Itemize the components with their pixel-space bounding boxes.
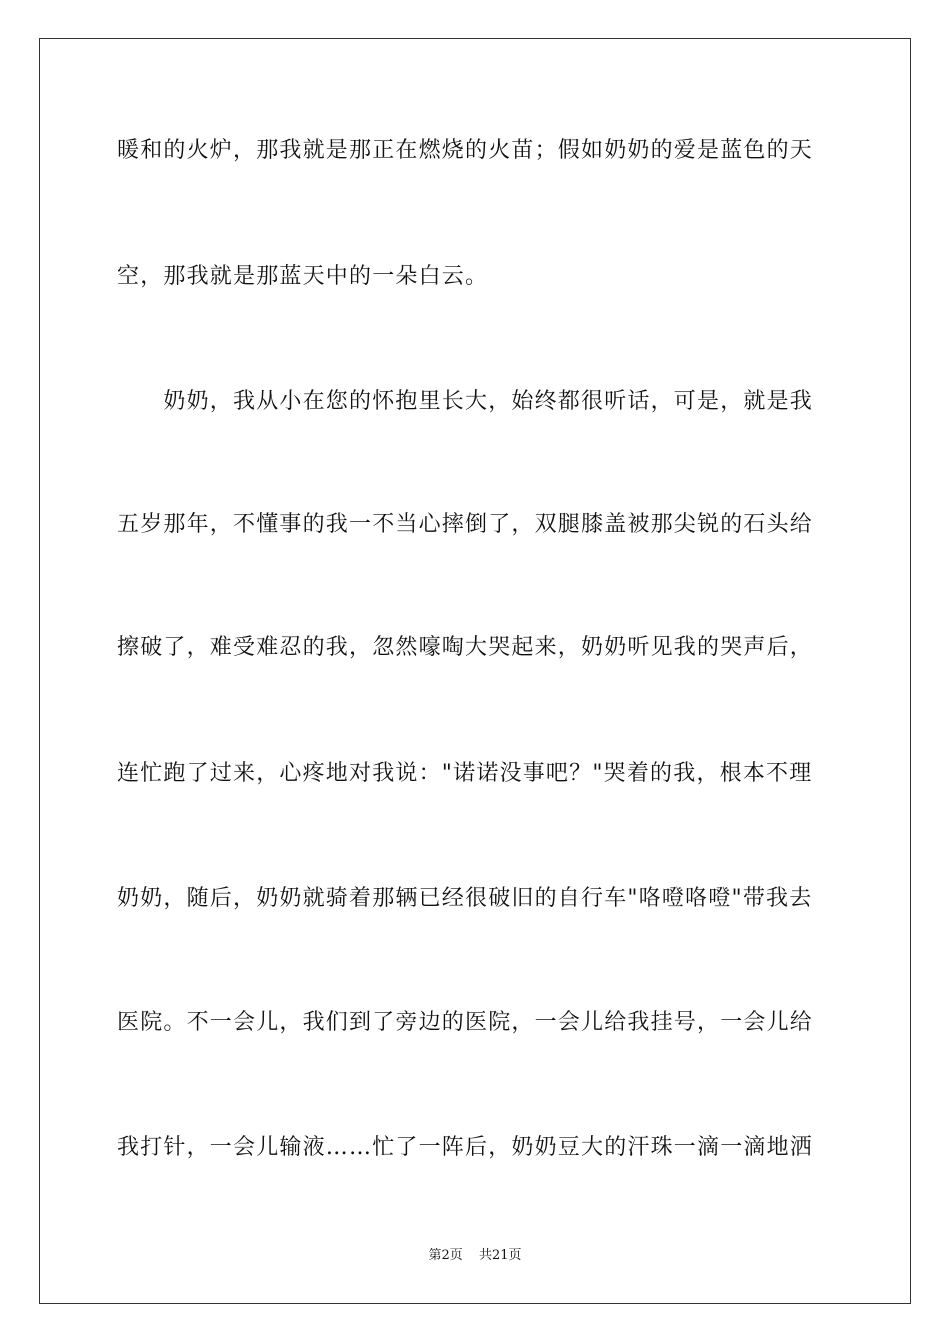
text-line-7: 奶奶，随后，奶奶就骑着那辆已经很破旧的自行车"咯噔咯噔"带我去 (117, 886, 813, 911)
text-line-2: 空，那我就是那蓝天中的一朵白云。 (117, 264, 489, 289)
text-line-9: 我打针，一会儿输液……忙了一阵后，奶奶豆大的汗珠一滴一滴地洒 (117, 1135, 814, 1160)
text-line-6: 连忙跑了过来，心疼地对我说："诺诺没事吧？"哭着的我，根本不理 (117, 761, 813, 786)
page-number: 第2页 (428, 1248, 463, 1263)
text-line-5: 擦破了，难受难忍的我，忽然嚎啕大哭起来，奶奶听见我的哭声后， (117, 635, 814, 660)
page-footer (0, 1247, 950, 1265)
page-total: 共21页 (478, 1248, 522, 1263)
text-line-8: 医院。不一会儿，我们到了旁边的医院，一会儿给我挂号，一会儿给 (117, 1010, 814, 1035)
text-line-1: 暖和的火炉，那我就是那正在燃烧的火苗；假如奶奶的爱是蓝色的天 (117, 138, 814, 163)
text-line-3: 奶奶，我从小在您的怀抱里长大，始终都很听话，可是，就是我 (117, 389, 814, 414)
page-frame (39, 38, 911, 1304)
text-line-4: 五岁那年，不懂事的我一不当心摔倒了，双腿膝盖被那尖锐的石头给 (117, 512, 814, 537)
